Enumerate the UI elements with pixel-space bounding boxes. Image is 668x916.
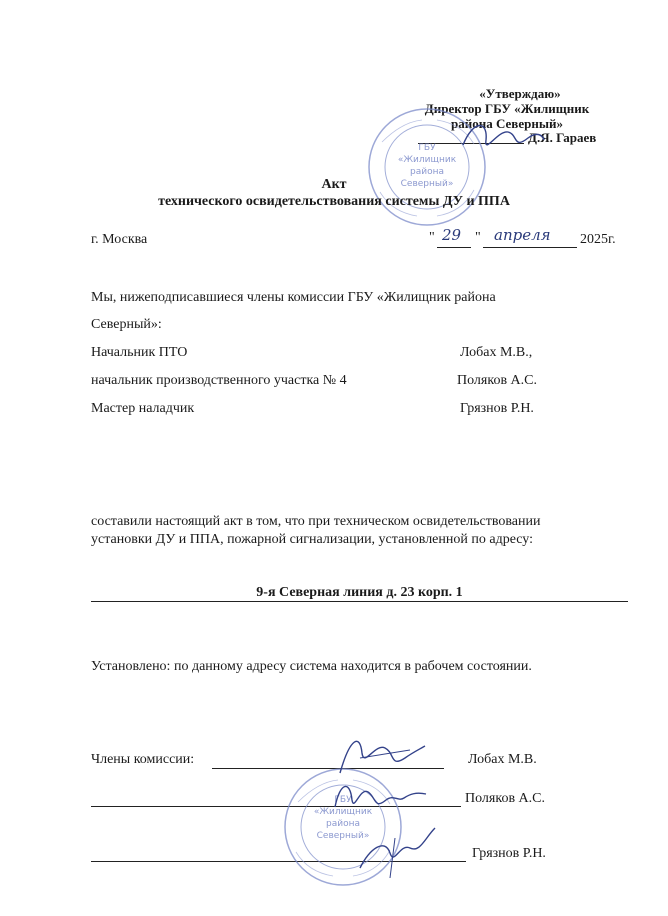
member-position: Мастер наладчик — [91, 401, 195, 416]
address-underline — [91, 601, 628, 602]
approval-signer-name: Д.Я. Гараев — [528, 130, 597, 145]
date-day: 29 — [442, 226, 462, 244]
document-subtitle: технического освидетельствования системы ДУ и ППА — [158, 194, 510, 209]
intro-line2: Северный»: — [91, 317, 162, 332]
date-day-line — [437, 247, 471, 248]
date-year: 2025г. — [580, 232, 616, 247]
signature-name: Грязнов Р.Н. — [472, 846, 546, 861]
stamp-text-mid2: района — [326, 819, 360, 829]
stamp-text-mid1: «Жилищник — [313, 807, 373, 817]
member-position: начальник производственного участка № 4 — [91, 373, 347, 388]
approval-position-line1: Директор ГБУ «Жилищник — [424, 101, 590, 116]
statement-line1: составили настоящий акт в том, что при техническом освидетельствовании — [91, 514, 541, 529]
date-month: апреля — [494, 226, 551, 244]
member-position: Начальник ПТО — [91, 345, 188, 360]
stamp-text-bottom: Северный» — [316, 831, 370, 841]
document-title: Акт — [321, 177, 347, 192]
member-name: Грязнов Р.Н. — [460, 401, 534, 416]
statement-line2: установки ДУ и ППА, пожарной сигнализации, установленной по адресу: — [91, 532, 533, 547]
signature-icon — [330, 772, 430, 822]
signature-name: Лобах М.В. — [468, 752, 537, 767]
finding-text: Установлено: по данному адресу система находится в рабочем состоянии. — [91, 659, 532, 674]
signature-name: Поляков А.С. — [465, 791, 546, 806]
date-open-quote: " — [429, 230, 435, 245]
intro-line1: Мы, нижеподписавшиеся члены комиссии ГБУ «Жилищник района — [91, 290, 496, 305]
member-name: Лобах М.В., — [460, 345, 533, 360]
date-close-quote: " — [475, 230, 481, 245]
date-month-line — [483, 247, 577, 248]
approval-position-line2: района Северный» — [451, 116, 563, 131]
signatures-label: Члены комиссии: — [91, 752, 195, 767]
approval-heading: «Утверждаю» — [479, 86, 561, 101]
stamp-text-bottom: Северный» — [400, 179, 454, 189]
stamp-text-mid2: района — [410, 167, 444, 177]
signature-icon — [350, 818, 450, 888]
member-name: Поляков А.С. — [457, 373, 538, 388]
stamp-text-top: ГБУ — [418, 143, 436, 153]
address-text: 9-я Северная линия д. 23 корп. 1 — [256, 585, 463, 600]
director-signature-icon — [458, 110, 548, 160]
place-text: г. Москва — [91, 232, 148, 247]
stamp-text-top: ГБУ — [334, 795, 352, 805]
stamp-text-mid1: «Жилищник — [397, 155, 457, 165]
